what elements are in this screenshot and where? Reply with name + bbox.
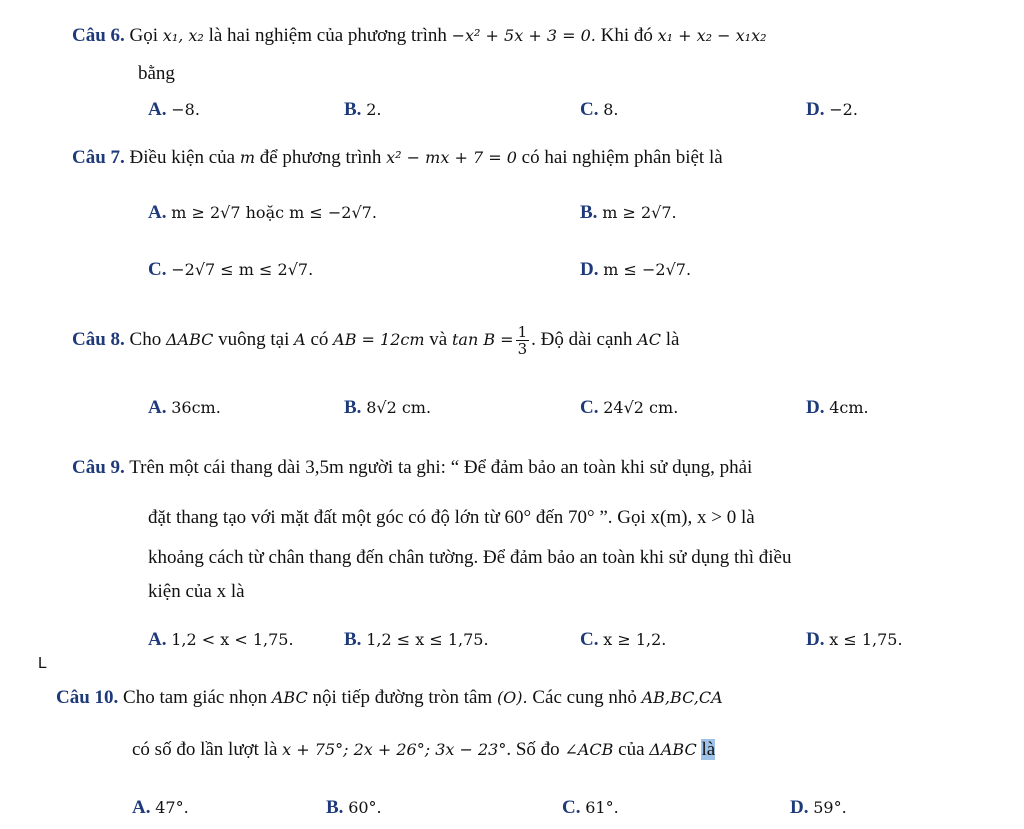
question-6-label: Câu 6.	[72, 25, 125, 46]
q7-option-c[interactable]: C. −2√7 ≤ m ≤ 2√7.	[148, 259, 314, 280]
question-6-stem: Câu 6. Gọi x₁, x₂ là hai nghiệm của phương trình −x² + 5x + 3 = 0. Khi đó x₁ + x₂ − x₁x₂	[72, 25, 767, 46]
q10-option-b[interactable]: B. 60°.	[326, 797, 382, 818]
q7-option-d[interactable]: D. m ≤ −2√7.	[580, 259, 692, 280]
q9-option-d[interactable]: D. x ≤ 1,75.	[806, 629, 903, 650]
question-9-line-4: kiện của x là	[148, 581, 245, 602]
q9-option-a[interactable]: A. 1,2 < x < 1,75.	[148, 629, 294, 650]
q10-option-a[interactable]: A. 47°.	[132, 797, 189, 818]
q9-option-b[interactable]: B. 1,2 ≤ x ≤ 1,75.	[344, 629, 489, 650]
q8-option-b[interactable]: B. 8√2 cm.	[344, 397, 432, 418]
q6-option-c[interactable]: C. 8.	[580, 99, 619, 120]
question-9-label: Câu 9.	[72, 457, 125, 478]
q10-option-d[interactable]: D. 59°.	[790, 797, 847, 818]
q7-option-a[interactable]: A. m ≥ 2√7 hoặc m ≤ −2√7.	[148, 202, 377, 223]
selected-text-highlight[interactable]: là	[701, 739, 716, 760]
question-10-line-2: có số đo lần lượt là x + 75°; 2x + 26°; 3x − 23°. Số đo ∠ACB của ΔABC là	[132, 739, 716, 760]
tan-fraction: $\frac{1}{3}$	[517, 323, 528, 359]
question-8-stem: Câu 8. Cho ΔABC vuông tại A có AB = 12cm và tan B = $\frac{1}{3}$ . Độ dài cạnh AC là	[72, 323, 680, 359]
q8-option-c[interactable]: C. 24√2 cm.	[580, 397, 679, 418]
q6-option-a[interactable]: A. −8.	[148, 99, 200, 120]
question-10-line-1: Câu 10. Cho tam giác nhọn ABC nội tiếp đường tròn tâm (O). Các cung nhỏ AB,BC,CA	[56, 687, 723, 708]
question-8-label: Câu 8.	[72, 329, 125, 350]
question-7-stem: Câu 7. Điều kiện của m để phương trình x² − mx + 7 = 0 có hai nghiệm phân biệt là	[72, 147, 723, 168]
q9-option-c[interactable]: C. x ≥ 1,2.	[580, 629, 667, 650]
q7-option-b[interactable]: B. m ≥ 2√7.	[580, 202, 677, 223]
question-9-line-3: khoảng cách từ chân thang đến chân tường. Để đảm bảo an toàn khi sử dụng thì điều	[148, 547, 792, 568]
question-6-stem-cont: bằng	[138, 63, 175, 84]
question-9-line-1: Câu 9. Trên một cái thang dài 3,5m người ta ghi: “ Để đảm bảo an toàn khi sử dụng, phải	[72, 457, 753, 478]
question-10-label: Câu 10.	[56, 687, 119, 708]
q6-option-d[interactable]: D. −2.	[806, 99, 858, 120]
question-9-line-2: đặt thang tạo với mặt đất một góc có độ lớn từ 60° đến 70° ”. Gọi x(m), x > 0 là	[148, 507, 755, 528]
text-cursor-icon: L	[38, 655, 47, 672]
question-7-label: Câu 7.	[72, 147, 125, 168]
q8-option-d[interactable]: D. 4cm.	[806, 397, 869, 418]
q6-option-b[interactable]: B. 2.	[344, 99, 382, 120]
q8-option-a[interactable]: A. 36cm.	[148, 397, 221, 418]
q10-option-c[interactable]: C. 61°.	[562, 797, 619, 818]
